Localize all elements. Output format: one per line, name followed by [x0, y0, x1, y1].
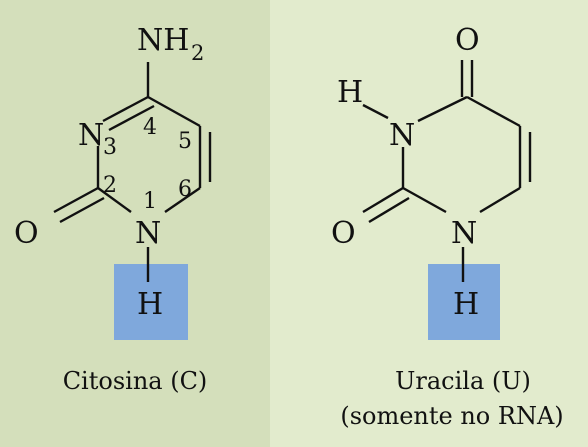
uracil-caption-line1: Uracila (U) — [395, 367, 531, 395]
cytosine-position-5: 5 — [178, 129, 192, 154]
uracil-h-top-label: H — [337, 75, 364, 110]
uracil-n3-label: N — [389, 118, 416, 153]
uracil-oxygen-left-label: O — [331, 216, 356, 251]
cytosine-n3-label: N — [78, 118, 105, 153]
cytosine-oxygen-label: O — [14, 216, 39, 251]
cytosine-position-4: 4 — [143, 115, 157, 140]
cytosine-n1-label: N — [135, 216, 162, 251]
cytosine-position-2: 2 — [103, 173, 117, 198]
cytosine-hydrogen-label: H — [137, 287, 164, 322]
uracil-h-bottom-label: H — [453, 287, 480, 322]
cytosine-amino-subscript: 2 — [191, 41, 205, 65]
uracil-n1-label: N — [451, 216, 478, 251]
uracil-bonds — [363, 60, 530, 282]
cytosine-position-1: 1 — [143, 189, 157, 214]
cytosine-amino-label: NH — [137, 23, 190, 58]
cytosine-position-3: 3 — [103, 135, 117, 160]
cytosine-bonds — [54, 62, 210, 282]
cytosine-caption: Citosina (C) — [62, 367, 208, 395]
cytosine-position-6: 6 — [178, 177, 192, 202]
uracil-caption-line2: (somente no RNA) — [340, 402, 564, 430]
uracil-oxygen-top-label: O — [455, 23, 480, 58]
